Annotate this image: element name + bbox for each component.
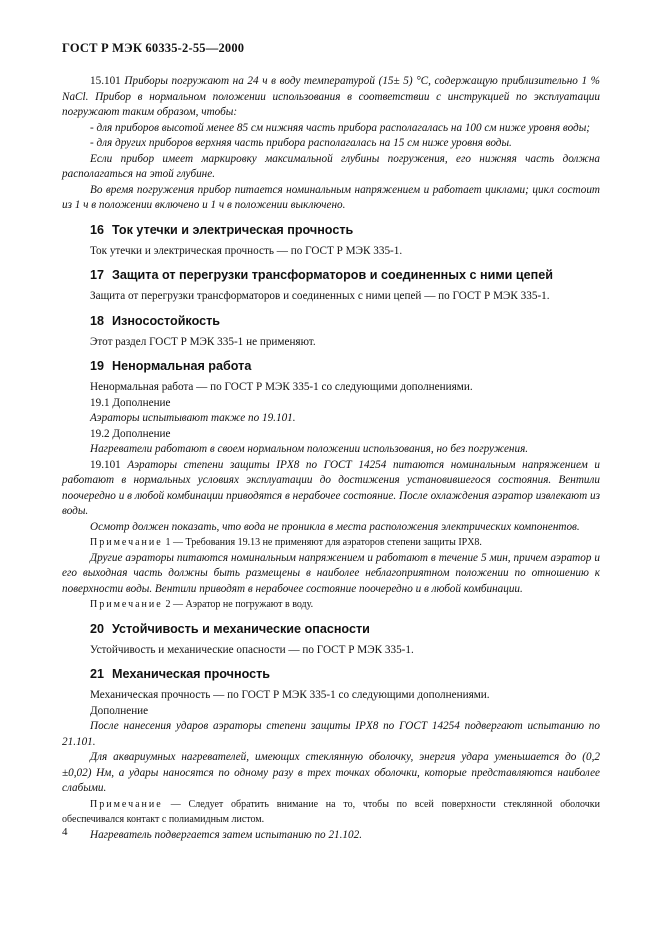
note — [62, 597, 600, 613]
paragraph: Защита от перегрузки трансформаторов и соединенных с ними цепей — по ГОСТ Р МЭК 335-1. — [90, 290, 550, 302]
note — [62, 535, 600, 551]
document-body — [62, 74, 600, 843]
section-title: Механическая прочность — [112, 667, 271, 681]
note-text: 1 — Требования 19.13 не применяют для аэраторов степени защиты IPX8. — [165, 537, 482, 548]
paragraph: Ток утечки и электрическая прочность — по ГОСТ Р МЭК 335-1. — [90, 244, 403, 257]
document-header: ГОСТ Р МЭК 60335-2-55—2000 — [62, 41, 245, 55]
paragraph: Дополнение — [90, 704, 149, 717]
section-number: 20 — [90, 621, 105, 636]
page-number: 4 — [62, 826, 68, 838]
note-text: 2 — Аэратор не погружают в воду. — [165, 599, 314, 610]
paragraph: Для аквариумных нагревателей, имеющих стеклянную оболочку, энергия удара уменьшается до (0,2 ±0,02) Нм, а удары наносятся по одному разу в трех точках оболочки, которые представляются наиболее слабыми. — [62, 751, 600, 794]
note-label: Примечание — [90, 599, 163, 610]
paragraph: Устойчивость и механические опасности — по ГОСТ Р МЭК 335-1. — [90, 643, 414, 656]
section-title: Износостойкость — [112, 313, 221, 328]
paragraph: Во время погружения прибор питается номинальным напряжением и работает циклами; цикл состоит из 1 ч в положении включено и 1 ч в положении выключено. — [62, 183, 600, 211]
clause-text: Приборы погружают на 24 ч в воду температурой (15± 5) °С, содержащую приблизительно 1 % NaCl. Прибор в нормальном положении использования в соответствии с инструкцией по эксплуатации погружают таким образом, чтобы: — [62, 75, 600, 118]
paragraph: - для других приборов верхняя часть прибора располагалась на 15 см ниже уровня воды. — [90, 137, 512, 149]
section-heading-21 — [90, 667, 600, 681]
paragraph: Механическая прочность — по ГОСТ Р МЭК 335-1 со следующими дополнениями. — [90, 689, 490, 701]
paragraph: Этот раздел ГОСТ Р МЭК 335-1 не применяют. — [90, 335, 316, 348]
section-heading-20 — [90, 622, 600, 636]
paragraph: - для приборов высотой менее 85 см нижняя часть прибора располагалась на 100 см ниже уровня воды; — [90, 121, 591, 134]
section-title: Устойчивость и механические опасности — [112, 621, 370, 636]
section-heading-18 — [90, 314, 600, 328]
paragraph: Аэраторы испытывают также по 19.101. — [90, 412, 296, 424]
section-number: 19 — [90, 359, 105, 373]
clause-number: 15.101 — [90, 75, 121, 87]
section-number: 16 — [90, 222, 105, 237]
section-title: Защита от перегрузки трансформаторов и соединенных с ними цепей — [112, 268, 554, 282]
paragraph: Осмотр должен показать, что вода не проникла в места расположения электрических компонентов. — [90, 520, 580, 533]
paragraph: Ненормальная работа — по ГОСТ Р МЭК 335-1 со следующими дополнениями. — [90, 381, 473, 393]
section-title: Ненормальная работа — [112, 359, 252, 373]
paragraph-19-101 — [62, 458, 600, 520]
note-text: — Следует обратить внимание на то, чтобы по всей поверхности стеклянной оболочки обеспечивался контакт с полиамидным листом. — [62, 798, 601, 825]
section-heading-17 — [90, 268, 600, 282]
paragraph: Если прибор имеет маркировку максимальной глубины погружения, его нижняя часть должна располагаться на этой глубине. — [62, 152, 600, 180]
clause-number: 19.101 — [90, 458, 121, 471]
section-number: 18 — [90, 313, 105, 328]
section-number: 21 — [90, 667, 105, 681]
note-label: Примечание — [90, 798, 163, 810]
paragraph: Нагреватели работают в своем нормальном положении использования, но без погружения. — [90, 443, 529, 455]
section-heading-19 — [90, 359, 600, 373]
note — [62, 797, 600, 828]
clause-text: Аэраторы степени защиты IPX8 по ГОСТ 14254 питаются номинальным напряжением и работают в нормальных условиях эксплуатации до достижения установившегося состояния. Вентили поочередно и в любой комбинации приводятся в нерабочее состояние. После охлаждения аэратор извлекают из воды. — [62, 458, 600, 517]
paragraph: 19.2 Дополнение — [90, 427, 171, 440]
paragraph: После нанесения ударов аэраторы степени защиты IPX8 по ГОСТ 14254 подвергают испытанию по 21.101. — [62, 720, 600, 748]
note-label: Примечание — [90, 537, 163, 548]
section-heading-16 — [90, 223, 600, 237]
section-number: 17 — [90, 268, 105, 282]
paragraph: 19.1 Дополнение — [90, 396, 171, 409]
paragraph: Нагреватель подвергается затем испытанию по 21.102. — [90, 828, 363, 841]
paragraph: Другие аэраторы питаются номинальным напряжением и работают в течение 5 мин, причем аэратор и его выходная часть должны быть размещены в наиболее неблагоприятном положении по отношению к поверхности воды. Вентили приводят в нерабочее состояние поочередно и в любой комбинации. — [62, 551, 600, 595]
section-title: Ток утечки и электрическая прочность — [112, 222, 354, 237]
paragraph-15-101 — [62, 74, 600, 121]
